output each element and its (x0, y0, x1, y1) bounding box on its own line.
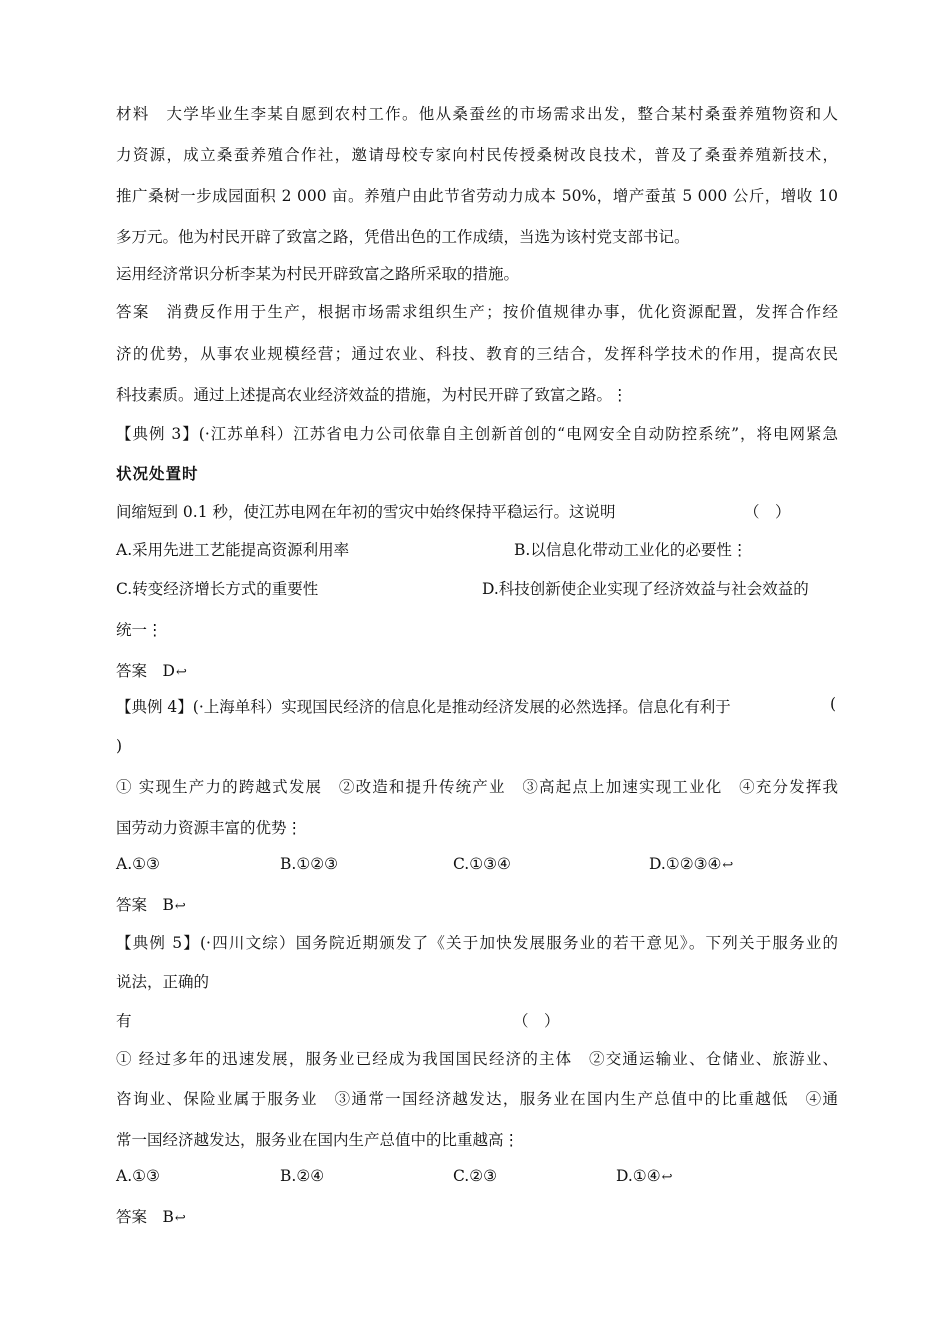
example-3-title: 【典例 3】(·江苏单科）江苏省电力公司依靠自主创新首创的“电网安全自动防控系统”，将电网紧急 (116, 425, 838, 443)
example-5-option-c: C.②③ (453, 1167, 498, 1185)
material-question: 运用经济常识分析李某为村民开辟致富之路所采取的措施。 (116, 265, 520, 283)
example-5-answer-text: 答案 B (116, 1208, 174, 1226)
material-line-3: 推广桑树一步成园面积 2 000 亩。养殖户由此节省劳动力成本 50%，增产蚕茧 5 000 公斤，增收 10 (116, 187, 838, 205)
example-3-answer-paren: （ ） (744, 503, 791, 521)
example-5-option-b: B.②④ (280, 1167, 325, 1185)
example-4-option-d-text: D.①②③④ (649, 855, 722, 873)
example-5-answer-paren: （ ） (513, 1012, 560, 1030)
material-answer-line-2: 济的优势，从事农业规模经营；通过农业、科技、教育的三结合，发挥科学技术的作用，提高农民 (116, 345, 838, 363)
example-4-option-c: C.①③④ (453, 855, 511, 873)
material-line-2: 力资源，成立桑蚕养殖合作社，邀请母校专家向村民传授桑树改良技术，普及了桑蚕养殖新技术， (116, 146, 838, 164)
example-5-items-line-2: 咨询业、保险业属于服务业 ③通常一国经济越发达，服务业在国内生产总值中的比重越低 ④通 (116, 1090, 838, 1108)
example-4-answer (116, 893, 186, 915)
example-4-paren-open: ( (830, 695, 837, 713)
example-3-stem: 间缩短到 0.1 秒，使江苏电网在年初的雪灾中始终保持平稳运行。这说明 (116, 503, 616, 521)
return-mark-icon: ↩ (174, 899, 186, 914)
example-5-stem-2: 有 (116, 1012, 132, 1030)
example-3-option-b: B.以信息化带动工业化的必要性⋮ (514, 541, 748, 559)
material-line-4: 多万元。他为村民开辟了致富之路，凭借出色的工作成绩，当选为该村党支部书记。 (116, 228, 690, 246)
example-4-items-line-1: ① 实现生产力的跨越式发展 ②改造和提升传统产业 ③高起点上加速实现工业化 ④充分发挥我 (116, 778, 838, 796)
material-answer-line-1: 答案 消费反作用于生产，根据市场需求组织生产；按价值规律办事，优化资源配置，发挥合作经 (116, 303, 838, 321)
example-4-option-a: A.①③ (116, 855, 160, 873)
example-5-stem-1: 说法，正确的 (116, 973, 210, 991)
example-3-option-c: C.转变经济增长方式的重要性 (116, 580, 319, 598)
example-4-option-b: B.①②③ (280, 855, 339, 873)
material-line-1: 材料 大学毕业生李某自愿到农村工作。他从桑蚕丝的市场需求出发，整合某村桑蚕养殖物资和人 (116, 105, 838, 123)
example-5-items-line-1: ① 经过多年的迅速发展，服务业已经成为我国国民经济的主体 ②交通运输业、仓储业、旅游业、 (116, 1050, 838, 1068)
example-3-option-a: A.采用先进工艺能提高资源利用率 (116, 541, 350, 559)
example-5-answer (116, 1205, 186, 1227)
return-mark-icon: ↩ (722, 858, 734, 873)
return-mark-icon: ↩ (661, 1170, 673, 1185)
example-3-option-d: D.科技创新使企业实现了经济效益与社会效益的 (482, 580, 809, 598)
example-4-paren-close: ) (116, 737, 123, 755)
example-4-title: 【典例 4】(·上海单科）实现国民经济的信息化是推动经济发展的必然选择。信息化有利于 (116, 698, 731, 716)
example-3-answer-text: 答案 D (116, 662, 175, 680)
example-5-items-line-3: 常一国经济越发达，服务业在国内生产总值中的比重越高⋮ (116, 1131, 520, 1149)
example-4-items-line-2: 国劳动力资源丰富的优势⋮ (116, 819, 303, 837)
example-5-option-d (616, 1167, 673, 1185)
example-4-answer-text: 答案 B (116, 896, 174, 914)
return-mark-icon: ↩ (175, 665, 187, 680)
material-answer-line-3: 科技素质。通过上述提高农业经济效益的措施，为村民开辟了致富之路。⋮ (116, 386, 628, 404)
example-3-bold-fragment: 状况处置时 (116, 464, 199, 483)
example-5-option-d-text: D.①④ (616, 1167, 661, 1185)
example-3-answer (116, 659, 187, 681)
example-3-option-d-cont: 统一⋮ (116, 621, 163, 639)
return-mark-icon: ↩ (174, 1211, 186, 1226)
example-4-option-d (649, 855, 733, 873)
example-5-title: 【典例 5】(·四川文综）国务院近期颁发了《关于加快发展服务业的若干意见》。下列关于服务业的 (116, 934, 838, 952)
example-5-option-a: A.①③ (116, 1167, 160, 1185)
